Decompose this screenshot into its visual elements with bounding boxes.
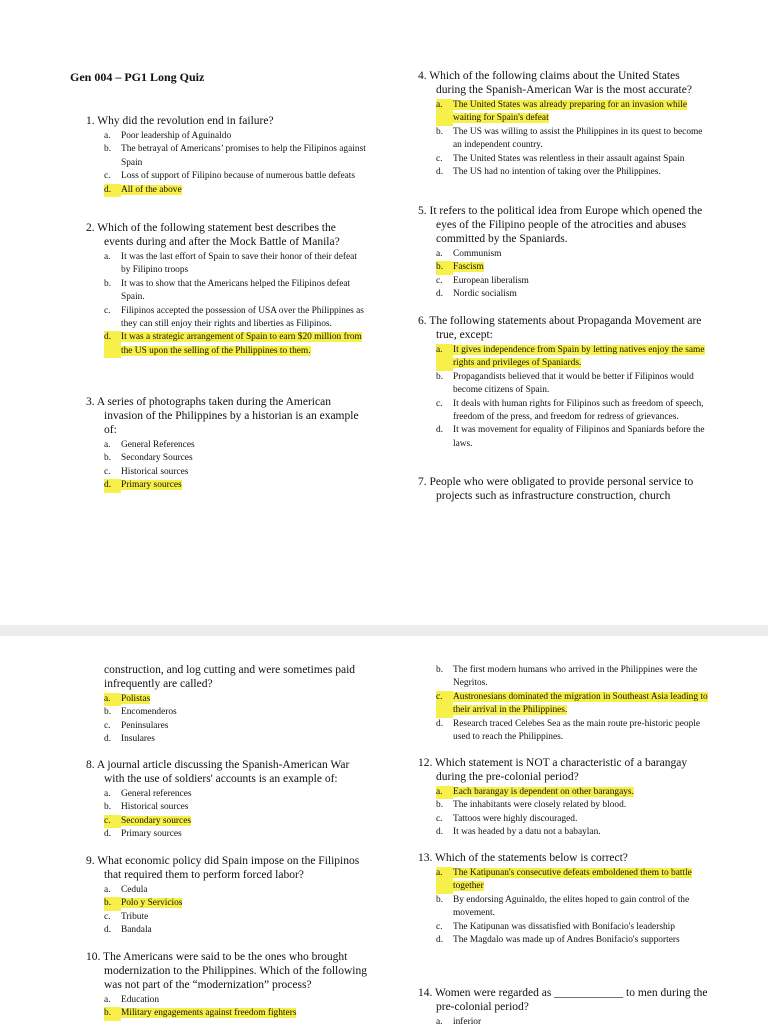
option-b-highlighted[interactable]: b. Fascism — [418, 261, 708, 274]
option-b[interactable]: b. Historical sources — [104, 802, 189, 813]
option-d-highlighted[interactable]: d. It was a strategic arrangement of Spain to earn $20 million from the US upon the selling of the Philippines to them. — [86, 331, 366, 358]
option-b[interactable]: b. The US was willing to assist the Philippines in its quest to become an independent country. — [436, 126, 703, 151]
question-12 — [418, 756, 708, 840]
question-4 — [418, 69, 708, 179]
option-b[interactable]: b. By endorsing Aguinaldo, the elites hoped to gain control of the movement. — [436, 894, 690, 919]
question-13 — [418, 851, 708, 947]
quiz-title-block — [70, 70, 360, 85]
question-11-continued — [418, 664, 708, 744]
option-b[interactable]: b. The first modern humans who arrived in the Philippines were the Negritos. — [436, 665, 698, 689]
option-d[interactable]: d. It was movement for equality of Filipinos and Spaniards before the laws. — [436, 425, 705, 449]
option-d[interactable]: d. Bandala — [104, 925, 152, 936]
question-8 — [86, 758, 366, 842]
option-c[interactable]: c. Loss of support of Filipino because of numerous battle defeats — [104, 171, 356, 182]
question-stem: 9. What economic policy did Spain impose on the Filipinos that required them to perform forced labor? — [86, 855, 360, 881]
option-c[interactable]: c. European liberalism — [436, 275, 529, 286]
option-b[interactable]: b. The inhabitants were closely related by blood. — [436, 800, 627, 811]
option-c[interactable]: c. The Katipunan was dissatisfied with Bonifacio's leadership — [436, 921, 675, 932]
question-3 — [86, 395, 366, 493]
option-b[interactable]: b. The betrayal of Americans’ promises to help the Filipinos against Spain — [104, 144, 366, 168]
option-b[interactable]: b. Secondary Sources — [104, 453, 193, 464]
option-b[interactable]: b. It was to show that the Americans helped the Filipinos defeat Spain. — [104, 278, 351, 303]
option-a[interactable]: a. General references — [104, 789, 192, 799]
option-d-highlighted[interactable]: d. All of the above — [86, 184, 366, 197]
question-7-continued — [86, 663, 366, 747]
option-b[interactable]: b. Propagandists believed that it would be better if Filipinos would become citizens of Spain. — [436, 371, 694, 396]
question-stem: 10. The Americans were said to be the ones who brought modernization to the Philippines. Which of the following was not part of the “modernization” process? — [86, 951, 367, 991]
option-d[interactable]: d. Research traced Celebes Sea as the main route pre-historic people used to reach the Philippines. — [436, 718, 701, 743]
option-d[interactable]: d. The US had no intention of taking over the Philippines. — [436, 167, 661, 178]
option-a[interactable]: a. General References — [104, 440, 195, 450]
option-a[interactable]: a. Poor leadership of Aguinaldo — [104, 131, 232, 141]
option-c[interactable]: c. The United States was relentless in their assault against Spain — [436, 153, 685, 164]
question-stem: 4. Which of the following claims about the United States during the Spanish-American War is the most accurate? — [418, 70, 692, 96]
question-2 — [86, 221, 366, 358]
question-stem: 1. Why did the revolution end in failure? — [86, 115, 274, 127]
question-stem: 7. People who were obligated to provide personal service to projects such as infrastructure construction, church — [418, 476, 694, 502]
option-a-highlighted[interactable]: a. The Katipunan's consecutive defeats emboldened them to battle together — [418, 867, 708, 894]
option-a-highlighted[interactable]: a. It gives independence from Spain by letting natives enjoy the same rights and privileges of Spaniards. — [418, 344, 708, 371]
option-a[interactable]: a. Cedula — [104, 885, 148, 895]
option-c[interactable]: c. It deals with human rights for Filipinos such as freedom of speech, freedom of the press, and freedom for redress of grievances. — [436, 398, 704, 423]
question-1 — [86, 114, 366, 197]
option-d[interactable]: d. It was headed by a datu not a babaylan. — [436, 827, 601, 838]
option-a-highlighted[interactable]: a. The United States was already preparing for an invasion while waiting for Spain's defeat — [418, 99, 708, 126]
option-a-highlighted[interactable]: a. Polistas — [86, 693, 366, 706]
page-2 — [0, 636, 768, 1027]
question-5 — [418, 204, 708, 302]
question-stem: 6. The following statements about Propaganda Movement are true, except: — [418, 315, 702, 341]
option-a[interactable]: a. inferior — [436, 1017, 482, 1027]
question-stem: 5. It refers to the political idea from Europe which opened the eyes of the Filipino people of the atrocities and abuses committed by the Spaniards. — [418, 205, 703, 245]
option-a-highlighted[interactable]: a. Each barangay is dependent on other barangays. — [418, 786, 708, 799]
question-stem: 8. A journal article discussing the Spanish-American War with the use of soldiers' accounts is an example of: — [86, 759, 350, 785]
question-14 — [418, 986, 708, 1029]
question-stem: 12. Which statement is NOT a characteristic of a barangay during the pre-colonial period? — [418, 757, 688, 783]
option-c[interactable]: c. Peninsulares — [104, 720, 169, 731]
option-d-highlighted[interactable]: d. Primary sources — [86, 479, 366, 492]
option-d[interactable]: d. Insulares — [104, 734, 155, 745]
page-break — [0, 625, 768, 636]
question-10 — [86, 950, 368, 1021]
option-a[interactable]: a. It was the last effort of Spain to save their honor of their defeat by Filipino troops — [104, 252, 357, 276]
option-d[interactable]: d. The Magdalo was made up of Andres Bonifacio's supporters — [436, 935, 680, 946]
question-stem: 3. A series of photographs taken during the American invasion of the Philippines by a historian is an example of: — [86, 396, 359, 436]
option-c[interactable]: c. Tattoos were highly discouraged. — [436, 813, 578, 824]
question-6 — [418, 314, 708, 451]
option-c[interactable]: c. Filipinos accepted the possession of USA over the Philippines as they can still enjoy their rights and liberties as Filipinos. — [104, 305, 364, 330]
question-9 — [86, 854, 366, 938]
option-b-highlighted[interactable]: b. Military engagements against freedom fighters — [86, 1007, 368, 1020]
option-a[interactable]: a. Education — [104, 995, 160, 1005]
option-a[interactable]: a. Communism — [436, 249, 502, 259]
option-d[interactable]: d. Nordic socialism — [436, 289, 517, 300]
question-stem: 14. Women were regarded as ____________ to men during the pre-colonial period? — [418, 987, 708, 1013]
option-d[interactable]: d. Primary sources — [104, 829, 182, 840]
question-7 — [418, 475, 708, 505]
option-c-highlighted[interactable]: c. Austronesians dominated the migration in Southeast Asia leading to their arrival in the Philippines. — [418, 691, 708, 718]
question-stem: 13. Which of the statements below is correct? — [418, 852, 628, 864]
option-b-highlighted[interactable]: b. Polo y Servicios — [86, 897, 366, 910]
quiz-title: Gen 004 – PG1 Long Quiz — [70, 70, 205, 84]
option-c[interactable]: c. Historical sources — [104, 466, 189, 477]
question-stem: construction, and log cutting and were sometimes paid infrequently are called? — [104, 664, 356, 690]
option-c[interactable]: c. Tribute — [104, 911, 149, 922]
question-stem: 2. Which of the following statement best describes the events during and after the Mock Battle of Manila? — [86, 222, 340, 248]
option-b[interactable]: b. Encomenderos — [104, 707, 177, 718]
option-c-highlighted[interactable]: c. Secondary sources — [86, 815, 366, 828]
